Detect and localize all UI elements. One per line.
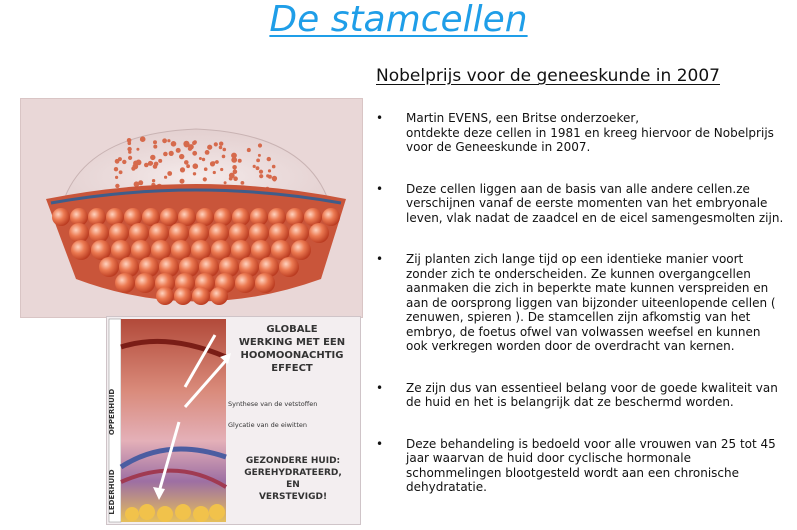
bullet-text: Martin EVENS, een Britse onderzoeker, ontdekte deze cellen in 1981 en kreeg hiervoor de Nobelprijs voor de Geneeskunde in 2007.	[406, 111, 774, 154]
bullet-item	[376, 111, 794, 155]
inner-cell-dot	[193, 172, 196, 175]
inner-cell-dot	[258, 143, 262, 147]
inner-cell-dot	[273, 178, 276, 181]
cell-sphere	[135, 273, 155, 293]
inner-cell-dot	[238, 159, 242, 163]
cell-sphere	[156, 287, 174, 305]
inner-cell-dot	[188, 147, 192, 151]
figure-heading-line-3: HOOMOONACHTIG	[240, 350, 344, 361]
cell-sphere	[91, 240, 111, 260]
inner-cell-dot	[213, 171, 216, 174]
cell-sphere	[109, 223, 129, 243]
skin-layers-illustration	[107, 317, 360, 524]
cell-sphere	[291, 240, 311, 260]
result-line-2: GEREHYDRATEERD,	[244, 468, 342, 478]
cell-sphere	[249, 223, 269, 243]
inner-cell-dot	[131, 167, 135, 171]
inner-cell-dot	[153, 140, 157, 144]
inner-cell-dot	[150, 155, 155, 160]
inner-cell-dot	[128, 156, 132, 160]
inner-cell-dot	[268, 169, 271, 172]
inner-cell-dot	[184, 160, 189, 165]
inner-cell-dot	[202, 158, 205, 161]
cell-sphere	[174, 287, 192, 305]
inner-cell-dot	[224, 181, 227, 184]
inner-cell-dot	[222, 155, 226, 159]
bullet-text: Ze zijn dus van essentieel belang voor de goede kwaliteit van de huid en het is belangrijk dat ze beschermd worden.	[406, 380, 778, 409]
bullet-dot: •	[376, 252, 384, 266]
cell-sphere	[191, 240, 211, 260]
result-line-4: VERSTEVIGD!	[258, 492, 328, 502]
cell-sphere	[229, 223, 249, 243]
inner-cell-dot	[219, 142, 223, 146]
inner-cell-dot	[134, 181, 140, 187]
side-label-bottom: LEDERHUID	[108, 469, 116, 515]
bullet-dot: •	[376, 436, 384, 451]
cell-sphere	[235, 273, 255, 293]
bullet-item	[376, 381, 794, 410]
inner-cell-dot	[128, 141, 132, 145]
inner-cell-dot	[233, 169, 238, 174]
cell-sphere	[192, 287, 210, 305]
inner-cell-dot	[205, 150, 210, 155]
inner-cell-dot	[115, 159, 120, 164]
inner-cell-dot	[115, 184, 119, 188]
inner-cell-dot	[163, 152, 168, 157]
cell-sphere	[169, 223, 189, 243]
figure-heading-line-2: WERKING MET EEN	[238, 337, 346, 348]
inner-cell-dot	[203, 177, 207, 181]
cell-sphere	[279, 257, 299, 277]
inner-cell-dot	[232, 165, 237, 170]
stem-cell-cluster-image	[20, 98, 363, 318]
cell-sphere	[189, 223, 209, 243]
inner-cell-dot	[158, 159, 162, 163]
cell-sphere	[149, 223, 169, 243]
inner-cell-dot	[167, 171, 172, 176]
bullet-list	[376, 111, 794, 495]
cell-sphere	[231, 240, 251, 260]
inner-cell-dot	[258, 154, 261, 157]
section-subtitle: Nobelprijs voor de geneeskunde in 2007	[376, 66, 720, 86]
side-label-top: OPPERHUID	[108, 388, 116, 436]
inner-cell-dot	[136, 160, 142, 166]
stem-cell-cluster-illustration	[21, 99, 362, 317]
inner-cell-dot	[199, 157, 202, 160]
inner-cell-dot	[231, 157, 237, 163]
inner-cell-dot	[214, 142, 218, 146]
inner-cell-dot	[186, 164, 190, 168]
cell-sphere	[322, 208, 340, 226]
inner-cell-dot	[267, 157, 271, 161]
cell-sphere	[269, 223, 289, 243]
inner-cell-dot	[259, 170, 263, 174]
bullet-text: Zij planten zich lange tijd op een identieke manier voort zonder zich te onderscheiden. Ze kunnen overgangcellen aanmaken die zich in beperkte mate kunnen verspreiden en aan de oorsprong liggen van bijzonder uiteenlopende cellen ( zenuwen, spieren ). De stamcellen zijn afkomstig van het embryo, de foetus ofwel van volwassen weefsel en kunnen ook verkregen worden door de overdracht van kernen.	[406, 252, 776, 353]
cell-sphere	[111, 240, 131, 260]
inner-cell-dot	[128, 150, 131, 153]
inner-cell-dot	[272, 165, 276, 169]
bullet-dot: •	[376, 380, 384, 395]
bullet-text: Deze cellen liggen aan de basis van alle andere cellen.ze verschijnen vanaf de eerste momenten van het embryonale leven, vlak nadat de zaadcel en de eicel samengesmolten zijn.	[406, 181, 784, 225]
cell-sphere	[289, 223, 309, 243]
inner-cell-dot	[162, 138, 167, 143]
inner-cell-dot	[193, 163, 199, 169]
inner-cell-dot	[153, 145, 157, 149]
inner-cell-dot	[253, 165, 256, 168]
cell-sphere	[160, 208, 178, 226]
inner-cell-dot	[150, 162, 153, 165]
inner-cell-dot	[169, 151, 174, 156]
cell-sphere	[271, 240, 291, 260]
inner-cell-dot	[183, 141, 189, 147]
inner-cell-dot	[180, 179, 185, 184]
cell-sphere	[115, 273, 135, 293]
inner-cell-dot	[220, 168, 223, 171]
cell-sphere	[52, 208, 70, 226]
inner-cell-dot	[223, 148, 227, 152]
inner-cell-dot	[192, 151, 197, 156]
skin-layers-image	[106, 316, 361, 525]
label-protein-glycation: Glycatie van de eiwitten	[228, 421, 308, 429]
inner-cell-dot	[259, 174, 263, 178]
inner-cell-dot	[256, 159, 260, 163]
cell-sphere	[131, 240, 151, 260]
inner-cell-dot	[140, 136, 146, 142]
bullet-text: Deze behandeling is bedoeld voor alle vrouwen van 25 tot 45 jaar waarvan de huid door cyclische hormonale schommelingen blootgesteld wordt aan een chronische dehydratatie.	[406, 436, 776, 494]
inner-cell-dot	[256, 166, 260, 170]
bullet-item	[376, 437, 794, 495]
inner-cell-dot	[241, 181, 245, 185]
figure-heading-line-4: EFFECT	[271, 363, 313, 374]
result-line-3: EN	[286, 480, 300, 490]
inner-cell-dot	[215, 160, 219, 164]
cell-sphere	[89, 223, 109, 243]
cell-sphere	[151, 240, 171, 260]
figure-heading-line-1: GLOBALE	[266, 324, 318, 335]
inner-cell-dot	[266, 174, 269, 177]
inner-cell-dot	[136, 148, 139, 151]
page-title: De stamcellen	[269, 0, 528, 40]
result-line-1: GEZONDERE HUID:	[245, 456, 341, 466]
inner-cell-dot	[219, 146, 223, 150]
bullet-dot: •	[376, 111, 384, 125]
inner-cell-dot	[164, 176, 167, 179]
inner-cell-dot	[207, 145, 212, 150]
inner-cell-dot	[154, 162, 159, 167]
cell-sphere	[71, 240, 91, 260]
label-lipid-synthesis: Synthese van de vetstoffen	[228, 400, 318, 408]
cell-sphere	[69, 223, 89, 243]
inner-cell-dot	[204, 167, 208, 171]
inner-cell-dot	[167, 139, 170, 142]
cell-sphere	[99, 257, 119, 277]
cell-sphere	[210, 287, 228, 305]
inner-cell-dot	[179, 154, 184, 159]
inner-cell-dot	[180, 167, 185, 172]
inner-cell-dot	[114, 167, 118, 171]
cell-sphere	[209, 223, 229, 243]
inner-cell-dot	[171, 141, 177, 147]
inner-cell-dot	[212, 161, 215, 164]
cell-sphere	[255, 273, 275, 293]
inner-cell-dot	[115, 176, 118, 179]
inner-cell-dot	[176, 148, 181, 153]
bullet-item	[376, 252, 794, 354]
cell-sphere	[251, 240, 271, 260]
bullet-dot: •	[376, 181, 384, 196]
cell-sphere	[129, 223, 149, 243]
cell-sphere	[171, 240, 191, 260]
cell-sphere	[211, 240, 231, 260]
inner-cell-dot	[192, 141, 196, 145]
inner-cell-dot	[247, 148, 251, 152]
bullet-item	[376, 182, 794, 226]
inner-cell-dot	[122, 160, 126, 164]
inner-cell-dot	[119, 170, 123, 174]
inner-cell-dot	[152, 179, 155, 182]
cell-sphere	[309, 223, 329, 243]
